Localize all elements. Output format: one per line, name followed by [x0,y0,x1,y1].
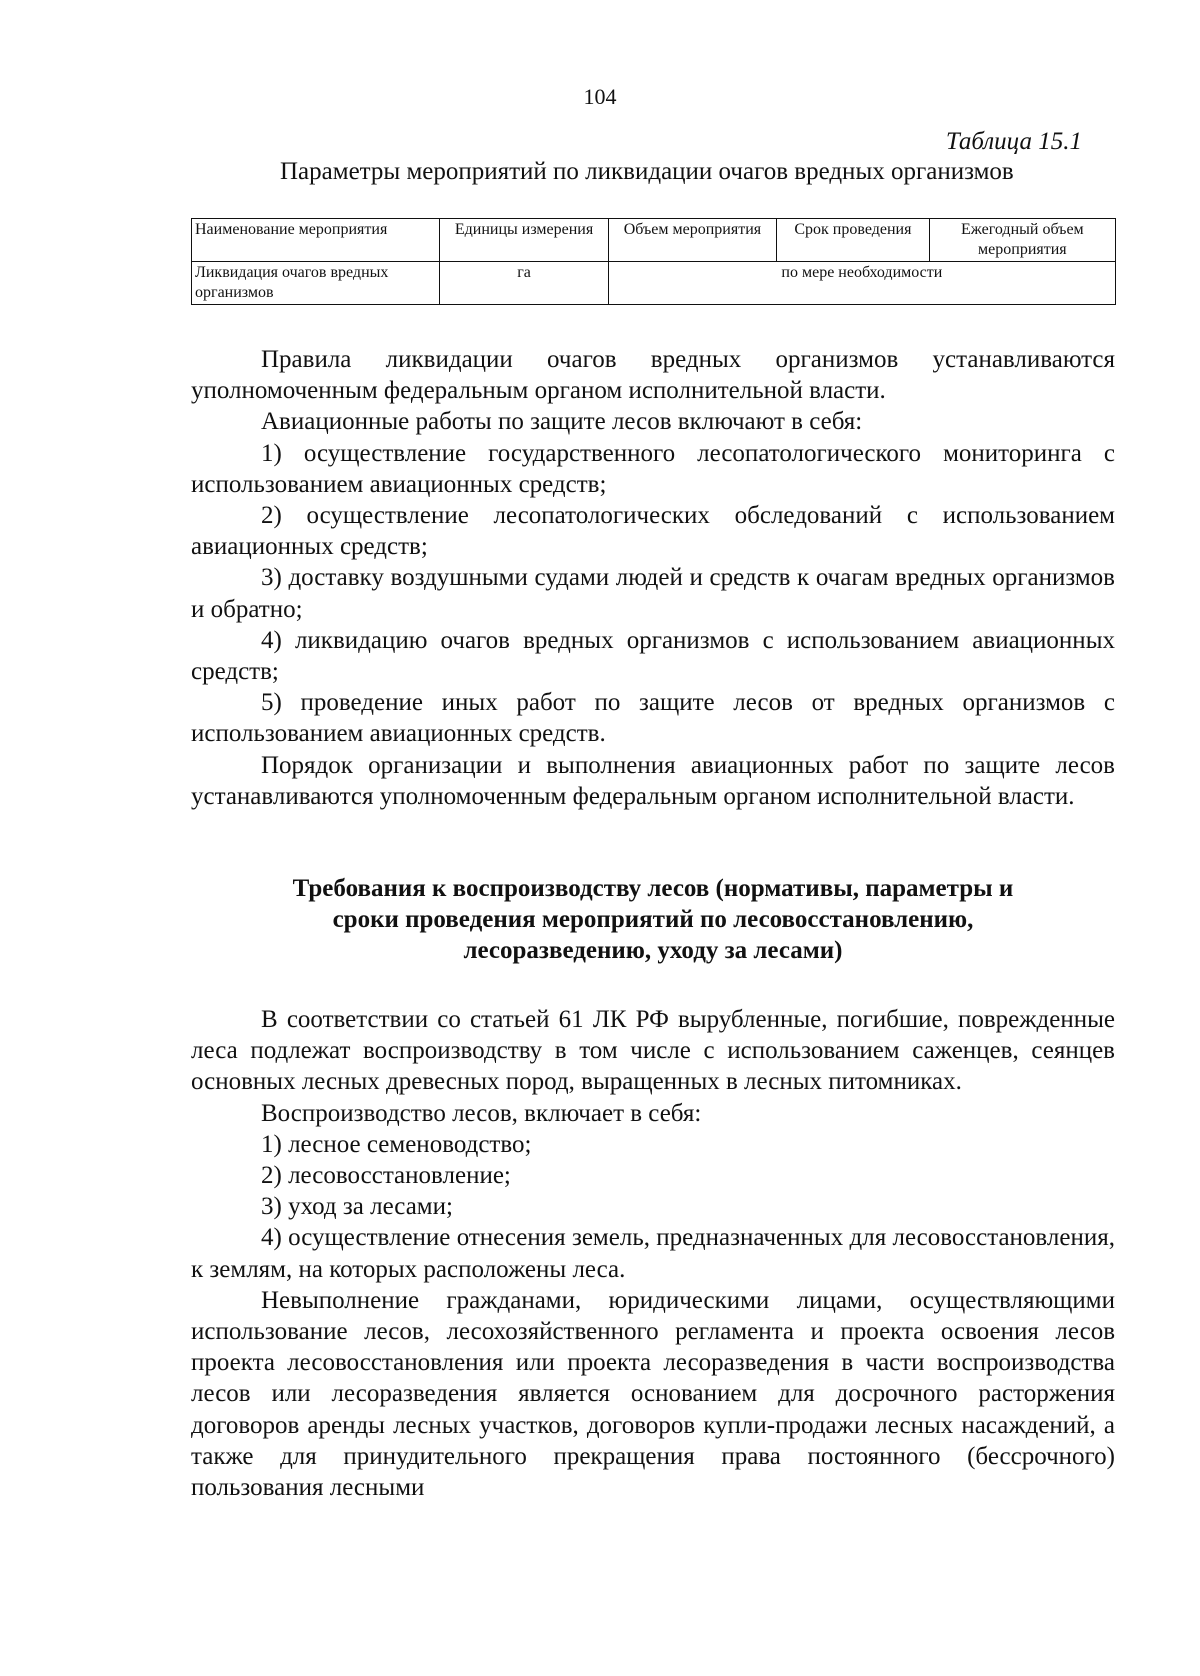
list-item: 3) доставку воздушными судами людей и средств к очагам вредных организмов и обратно; [191,564,1115,623]
table-header-cell: Объем мероприятия [608,219,776,262]
list-item: 4) осуществление отнесения земель, предназначенных для лесовосстановления, к землям, на которых расположены леса. [191,1224,1115,1283]
heading-line: лесоразведению, уходу за лесами) [463,937,843,964]
list-item: 2) лесовосстановление; [261,1162,511,1190]
paragraph: Авиационные работы по защите лесов включают в себя: [261,408,863,436]
table-header-cell: Единицы измерения [440,219,608,262]
list-item: 4) ликвидацию очагов вредных организмов с использованием авиационных средств; [191,626,1115,686]
reforestation-section [191,1004,1115,1503]
paragraph: Порядок организации и выполнения авиационных работ по защите лесов устанавливаются уполномоченным федеральным органом исполнительной власти. [191,751,1115,810]
heading-line: Требования к воспроизводству лесов (нормативы, параметры и [292,875,1014,902]
table-header-cell: Срок проведения [777,219,930,262]
section-heading [190,873,1116,966]
table-cell-unit: га [440,262,608,305]
list-item: 3) уход за лесами; [261,1193,453,1221]
forest-protection-section [191,344,1115,812]
list-item: 1) лесное семеноводство; [261,1130,532,1158]
list-item: 5) проведение иных работ по защите лесов от вредных организмов с использованием авиационных средств. [191,689,1115,748]
table-header-cell: Ежегодный объем мероприятия [929,219,1115,262]
heading-line: сроки проведения мероприятий по лесовосстановлению, [332,906,974,933]
table-header-row [192,219,1116,262]
paragraph: Воспроизводство лесов, включает в себя: [261,1099,702,1127]
table-row [192,262,1116,305]
page-number: 104 [583,84,617,109]
list-item: 2) осуществление лесопатологических обследований с использованием авиационных средств; [191,502,1115,561]
table-header-cell: Наименование мероприятия [192,219,440,262]
parameters-table [191,218,1116,305]
paragraph: В соответствии со статьей 61 ЛК РФ вырубленные, погибшие, поврежденные леса подлежат воспроизводству в том числе с использованием саженцев, сеянцев основных лесных древесных пород, выращенных в лесных питомниках. [191,1006,1115,1096]
paragraph: Правила ликвидации очагов вредных организмов устанавливаются уполномоченным федеральным органом исполнительной власти. [191,346,1115,405]
table-cell-merged: по мере необходимости [608,262,1115,305]
table-cell-name: Ликвидация очагов вредных организмов [192,262,440,305]
paragraph: Невыполнение гражданами, юридическими лицами, осуществляющими использование лесов, лесохозяйственного регламента и проекта освоения лесов проекта лесовосстановления или проекта лесоразведения в части воспроизводства лесов или лесоразведения является основанием для досрочного расторжения договоров аренды лесных участков, договоров купли-продажи лесных насаждений, а также для принудительного прекращения права постоянного (бессрочного) пользования лесными [191,1286,1115,1502]
table-title: Параметры мероприятий по ликвидации очагов вредных организмов [280,158,1014,185]
table-caption: Таблица 15.1 [945,128,1082,155]
list-item: 1) осуществление государственного лесопатологического мониторинга с использованием авиационных средств; [191,439,1115,498]
